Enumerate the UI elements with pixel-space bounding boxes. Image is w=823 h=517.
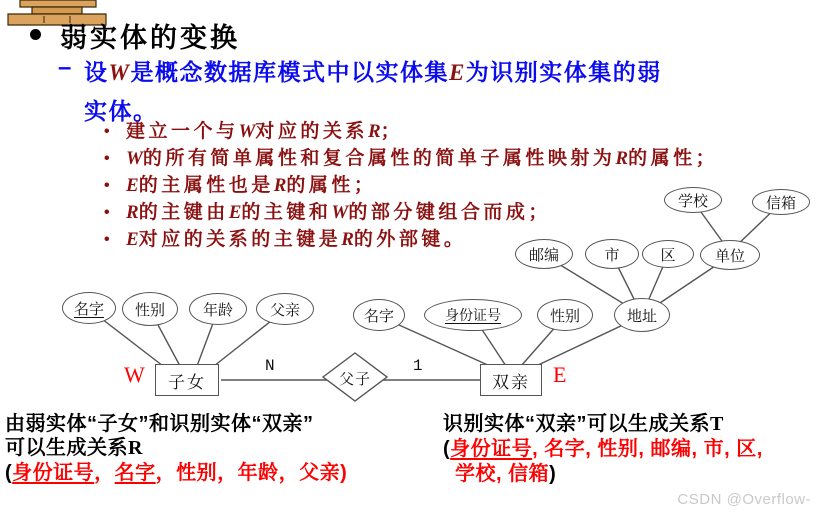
attr-school (664, 187, 722, 213)
attr-item: 名字 (114, 462, 156, 484)
note-line: 识别实体“双亲”可以生成关系T (443, 413, 724, 435)
strong-entity-marker: E (553, 362, 567, 387)
paren-close: ) (549, 463, 557, 485)
attr-id-number (424, 299, 522, 331)
attr-label: 名字 (363, 307, 394, 325)
attr-unit (700, 240, 760, 270)
attr-label: 地址 (626, 307, 657, 325)
attr-item: 身份证号 (12, 462, 95, 484)
rule-bullet-icon: • (104, 123, 110, 140)
attr-label: 名字 (73, 300, 104, 318)
intro-line1: 设W是概念数据库模式中以实体集E为识别实体集的弱 (84, 59, 662, 85)
attr-item: 性别 (176, 462, 218, 484)
page-title: 弱实体的变换 (60, 23, 240, 53)
csdn-watermark: CSDN @Overflow- (677, 491, 811, 508)
attr-item: 学校 (455, 463, 496, 485)
attr-address (614, 298, 670, 332)
attr-label: 身份证号 (445, 307, 501, 323)
attr-label: 父亲 (269, 301, 300, 319)
attr-mailbox (752, 189, 810, 215)
attr-label: 信箱 (765, 194, 796, 212)
attr-label: 性别 (134, 301, 165, 319)
rule-bullet-icon: • (104, 150, 110, 167)
attr-item: 父亲 (299, 462, 341, 484)
attr-item: 市 (703, 438, 725, 460)
note-line: 由弱实体“子女”和识别实体“双亲” (5, 413, 314, 435)
rule-text: 建立一个与W对应的关系R； (126, 121, 404, 142)
rule-bullet-icon: • (104, 231, 110, 248)
attr-list: 身份证号，名字，性别，年龄，父亲 (12, 462, 341, 484)
rule-text: R的主键由E的主键和W的部分键组合而成； (126, 202, 551, 223)
attr-zipcode (515, 239, 573, 269)
relationship-label: 父子 (338, 371, 371, 388)
attr-item: 区 (736, 438, 757, 460)
paren-open: ( (443, 438, 451, 460)
attr-item: 邮编 (650, 438, 692, 460)
weak-entity-marker: W (124, 362, 145, 387)
paren-open: ( (5, 462, 13, 484)
strong-entity-box (480, 364, 542, 396)
entity-label: 子女 (168, 372, 206, 392)
attr-father (256, 293, 314, 325)
attr-gender-strong (537, 299, 593, 331)
attr-city (585, 239, 639, 269)
cardinality-1: 1 (413, 357, 423, 375)
attr-item: 信箱 (508, 463, 550, 485)
attr-list: 学校, 信箱 (455, 463, 550, 485)
cardinality-n: N (265, 357, 275, 375)
attr-item: 年龄 (237, 462, 279, 484)
attr-label: 邮编 (528, 246, 559, 264)
rule-bullet-icon: • (104, 177, 110, 194)
attr-name-strong (353, 299, 405, 331)
attr-item: 身份证号 (450, 438, 533, 460)
dash-marker: – (58, 54, 72, 81)
intro-line2: 实体。 (84, 98, 158, 124)
attr-label: 单位 (714, 247, 745, 265)
attr-list: 身份证号, 名字, 性别, 邮编, 市, 区, (450, 438, 763, 460)
paren-close: ) (340, 462, 348, 484)
weak-entity-box (155, 364, 219, 396)
attr-district (642, 240, 694, 268)
note-line: 可以生成关系R (5, 437, 143, 459)
attr-item: 名字 (544, 438, 586, 460)
entity-label: 双亲 (492, 372, 530, 392)
rule-text: E对应的关系的主键是R的外部键。 (126, 229, 467, 250)
attr-label: 市 (604, 246, 620, 264)
rule-bullet-icon: • (104, 204, 110, 221)
attr-age (189, 293, 247, 325)
attr-label: 年龄 (202, 301, 233, 319)
attr-label: 区 (660, 246, 676, 264)
rule-text: W的所有简单属性和复合属性的简单子属性映射为R的属性； (126, 148, 719, 169)
attr-label: 学校 (677, 192, 708, 210)
attr-gender-weak (122, 292, 178, 326)
attr-item: 性别 (597, 438, 639, 460)
rule-text: E的主属性也是R的属性； (126, 175, 377, 196)
attr-name-weak (62, 292, 116, 324)
attr-label: 性别 (549, 307, 580, 325)
